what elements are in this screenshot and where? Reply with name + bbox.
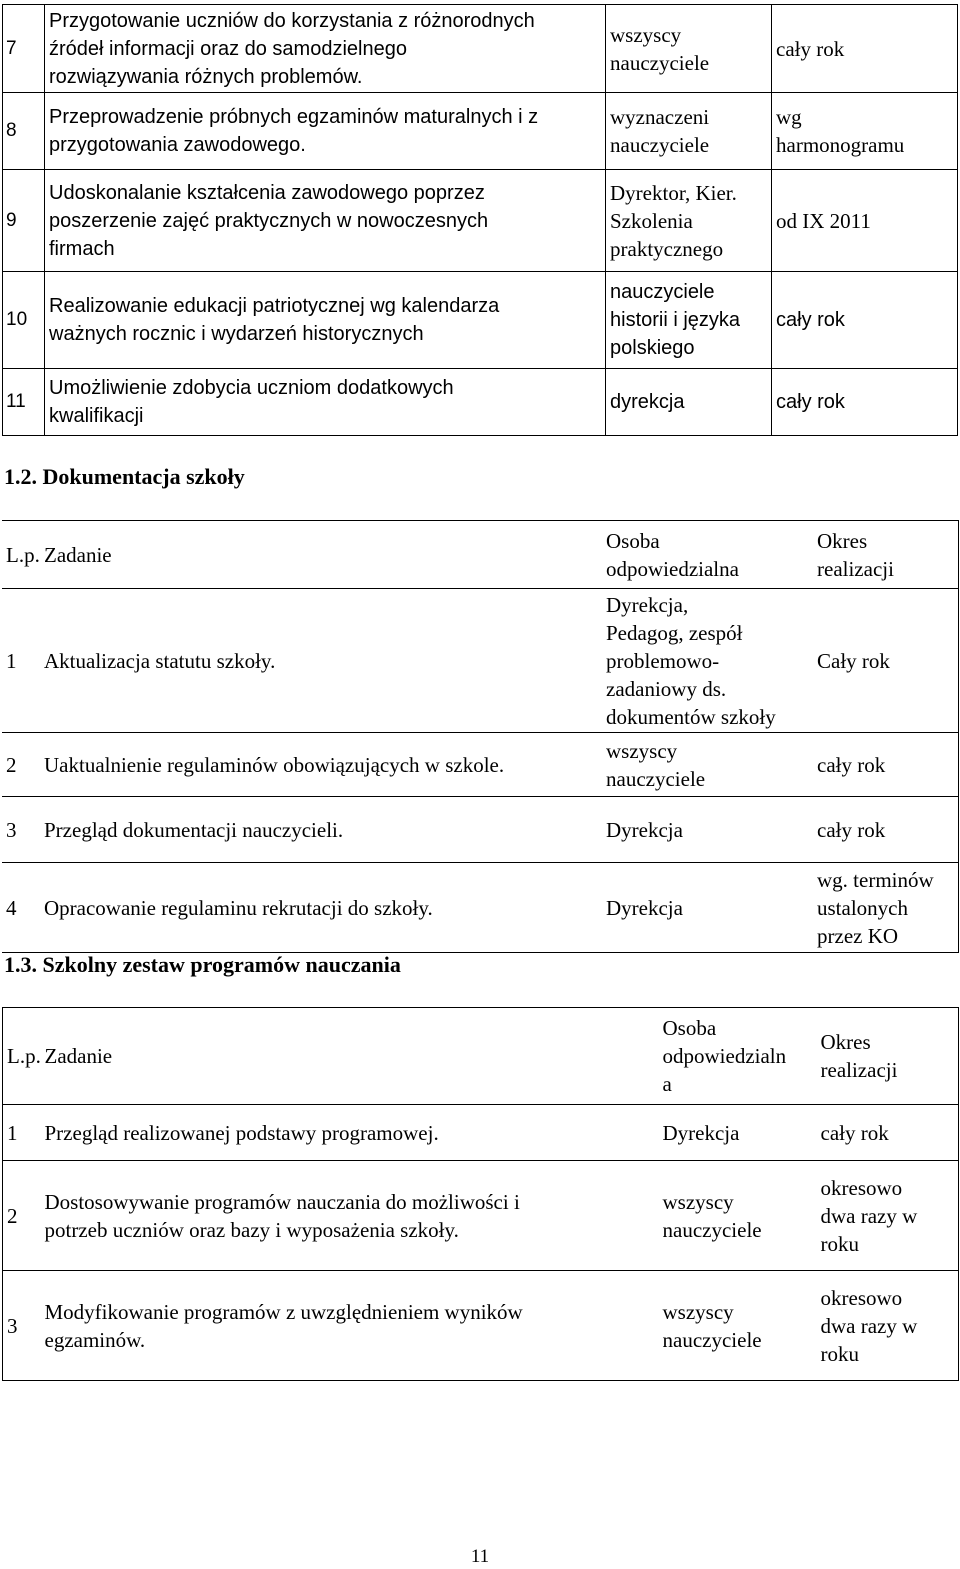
text-line: dwa razy w bbox=[820, 1203, 918, 1228]
period-cell bbox=[813, 863, 958, 953]
text-line: Osoba bbox=[662, 1016, 717, 1040]
period-cell: cały rok bbox=[813, 733, 958, 797]
section-number: 1.3. bbox=[4, 952, 37, 977]
period-cell: cały rok bbox=[813, 797, 958, 863]
task-cell bbox=[45, 1271, 659, 1381]
text-line: nauczyciele bbox=[610, 50, 710, 75]
text-line: Okres bbox=[817, 528, 868, 553]
text-line: nauczyciele bbox=[606, 766, 706, 791]
task-cell bbox=[45, 272, 606, 369]
text-line: źródeł informacji oraz do samodzielnego bbox=[49, 37, 407, 60]
documentation-table bbox=[2, 520, 959, 953]
responsible-cell bbox=[606, 170, 772, 272]
header-task: Zadanie bbox=[44, 1044, 113, 1068]
text-line: harmonogramu bbox=[776, 133, 905, 157]
text-line: wg bbox=[776, 105, 802, 129]
term-cell bbox=[772, 5, 958, 93]
text-line: Przygotowanie uczniów do korzystania z różnorodnych bbox=[49, 9, 535, 32]
page-number: 11 bbox=[470, 1546, 490, 1567]
table-row bbox=[2, 733, 958, 797]
task-cell: Uaktualnienie regulaminów obowiązujących w szkole. bbox=[44, 752, 505, 777]
text-line: wszyscy bbox=[610, 22, 682, 47]
text-line: nauczyciele bbox=[662, 1217, 762, 1242]
text-line: nauczyciele bbox=[610, 133, 710, 157]
responsible-cell: Dyrekcja bbox=[606, 817, 683, 842]
text-line: ustalonych bbox=[817, 895, 908, 920]
text-line: Przeprowadzenie próbnych egzaminów maturalnych i z bbox=[49, 106, 539, 128]
task-cell: Przegląd realizowanej podstawy programowej. bbox=[44, 1120, 439, 1145]
header-task: Zadanie bbox=[44, 521, 602, 589]
table-row bbox=[2, 797, 958, 863]
text-line: odpowiedzialn bbox=[662, 1044, 787, 1068]
text-line: zadaniowy ds. bbox=[606, 676, 727, 701]
row-number: 2 bbox=[3, 1161, 45, 1271]
table-row bbox=[3, 369, 958, 436]
text-line: Szkolenia bbox=[610, 208, 693, 233]
text-line: Dostosowywanie programów nauczania do możliwości i bbox=[44, 1189, 520, 1214]
text-line: egzaminów. bbox=[44, 1327, 146, 1352]
text-line: Dyrektor, Kier. bbox=[610, 180, 737, 205]
row-number: 8 bbox=[3, 93, 45, 170]
text-line: firmach bbox=[49, 237, 115, 260]
header-lp: L.p. bbox=[2, 521, 44, 589]
text-line: okresowo bbox=[820, 1175, 903, 1200]
text-line: wszyscy bbox=[662, 1189, 734, 1214]
term-cell bbox=[772, 93, 958, 170]
text-line: nauczyciele bbox=[662, 1327, 762, 1352]
section-number: 1.2. bbox=[4, 464, 37, 489]
header-period bbox=[813, 521, 958, 589]
table-row bbox=[3, 1105, 959, 1161]
row-number: 3 bbox=[3, 1271, 45, 1381]
table-header-row bbox=[3, 1008, 959, 1105]
text-line: dyrekcja bbox=[610, 391, 685, 413]
responsible-cell: Dyrekcja bbox=[662, 1120, 740, 1145]
row-number: 1 bbox=[3, 1105, 45, 1161]
text-line: Osoba bbox=[606, 528, 660, 553]
text-line: poszerzenie zajęć praktycznych w nowoczesnych bbox=[49, 209, 489, 232]
text-line: realizacji bbox=[817, 556, 894, 581]
task-cell bbox=[45, 93, 606, 170]
responsible-cell bbox=[606, 369, 772, 436]
row-number: 1 bbox=[6, 648, 17, 673]
text-line: Udoskonalanie kształcenia zawodowego poprzez bbox=[49, 181, 485, 204]
text-line: kwalifikacji bbox=[49, 405, 144, 427]
term-cell bbox=[772, 369, 958, 436]
text-line: ważnych rocznic i wydarzeń historycznych bbox=[49, 323, 424, 345]
row-number: 3 bbox=[6, 817, 17, 842]
section-heading-programs bbox=[4, 952, 401, 978]
responsible-cell bbox=[606, 93, 772, 170]
task-cell: Aktualizacja statutu szkoły. bbox=[44, 648, 276, 673]
text-line: dwa razy w bbox=[820, 1313, 918, 1338]
text-line: potrzeb uczniów oraz bazy i wyposażenia szkoły. bbox=[44, 1217, 459, 1242]
table-row bbox=[2, 863, 958, 953]
table-row bbox=[3, 272, 958, 369]
period-cell bbox=[817, 1161, 959, 1271]
text-line: odpowiedzialna bbox=[606, 556, 739, 581]
task-cell bbox=[45, 5, 606, 93]
row-number: 4 bbox=[6, 895, 17, 920]
header-lp: L.p. bbox=[3, 1008, 45, 1105]
text-line: przygotowania zawodowego. bbox=[49, 134, 306, 156]
task-cell bbox=[45, 369, 606, 436]
text-line: Pedagog, zespół bbox=[606, 620, 743, 645]
row-number: 9 bbox=[3, 170, 45, 272]
tasks-table-continued bbox=[2, 4, 958, 436]
row-number: 10 bbox=[3, 272, 45, 369]
header-responsible bbox=[659, 1008, 817, 1105]
text-line: Modyfikowanie programów z uwzględnieniem wyników bbox=[44, 1299, 523, 1324]
table-row bbox=[3, 1161, 959, 1271]
responsible-cell bbox=[659, 1271, 817, 1381]
responsible-cell bbox=[602, 589, 813, 733]
text-line: rozwiązywania różnych problemów. bbox=[49, 65, 363, 88]
text-line: roku bbox=[820, 1341, 859, 1366]
task-cell: Opracowanie regulaminu rekrutacji do szkoły. bbox=[44, 895, 433, 920]
term-cell bbox=[772, 272, 958, 369]
responsible-cell: Dyrekcja bbox=[606, 895, 683, 920]
header-responsible bbox=[602, 521, 813, 589]
table-row bbox=[3, 93, 958, 170]
text-line: praktycznego bbox=[610, 236, 724, 261]
row-number: 11 bbox=[3, 369, 45, 436]
responsible-cell bbox=[606, 272, 772, 369]
text-line: Dyrekcja, bbox=[606, 592, 689, 617]
text-line: roku bbox=[820, 1231, 859, 1256]
table-header-row bbox=[2, 521, 958, 589]
section-title: Dokumentacja szkoły bbox=[42, 464, 245, 489]
table-row bbox=[2, 589, 958, 733]
text-line: cały rok bbox=[776, 309, 845, 331]
text-line: cały rok bbox=[776, 36, 845, 61]
row-number: 7 bbox=[3, 5, 45, 93]
term-cell bbox=[772, 170, 958, 272]
text-line: dokumentów szkoły bbox=[606, 704, 776, 729]
period-cell bbox=[817, 1271, 959, 1381]
table-row bbox=[3, 1271, 959, 1381]
responsible-cell bbox=[602, 733, 813, 797]
text-line: od IX 2011 bbox=[776, 208, 871, 233]
section-heading-documentation bbox=[4, 464, 245, 490]
table-row bbox=[3, 5, 958, 93]
text-line: wyznaczeni bbox=[610, 105, 710, 129]
text-line: Okres bbox=[820, 1030, 871, 1054]
text-line: przez KO bbox=[817, 923, 899, 948]
row-number: 2 bbox=[6, 752, 17, 777]
text-line: problemowo- bbox=[606, 648, 720, 673]
text-line: wszyscy bbox=[662, 1299, 734, 1324]
text-line: Realizowanie edukacji patriotycznej wg kalendarza bbox=[49, 295, 500, 317]
task-cell: Przegląd dokumentacji nauczycieli. bbox=[44, 817, 344, 842]
text-line: wg. terminów bbox=[817, 867, 934, 892]
programs-table bbox=[2, 1007, 959, 1381]
text-line: okresowo bbox=[820, 1285, 903, 1310]
table-row bbox=[3, 170, 958, 272]
text-line: nauczyciele bbox=[610, 281, 715, 303]
text-line: realizacji bbox=[820, 1058, 898, 1082]
responsible-cell bbox=[606, 5, 772, 93]
responsible-cell bbox=[659, 1161, 817, 1271]
period-cell: cały rok bbox=[817, 1105, 959, 1161]
text-line: historii i języka bbox=[610, 309, 741, 331]
task-cell bbox=[45, 170, 606, 272]
period-cell: Cały rok bbox=[813, 589, 958, 733]
section-title: Szkolny zestaw programów nauczania bbox=[42, 952, 401, 977]
text-line: a bbox=[662, 1072, 672, 1096]
header-period bbox=[817, 1008, 959, 1105]
text-line: cały rok bbox=[776, 391, 845, 413]
task-cell bbox=[45, 1161, 659, 1271]
text-line: wszyscy bbox=[606, 738, 678, 763]
text-line: Umożliwienie zdobycia uczniom dodatkowych bbox=[49, 377, 454, 399]
text-line: polskiego bbox=[610, 337, 695, 359]
